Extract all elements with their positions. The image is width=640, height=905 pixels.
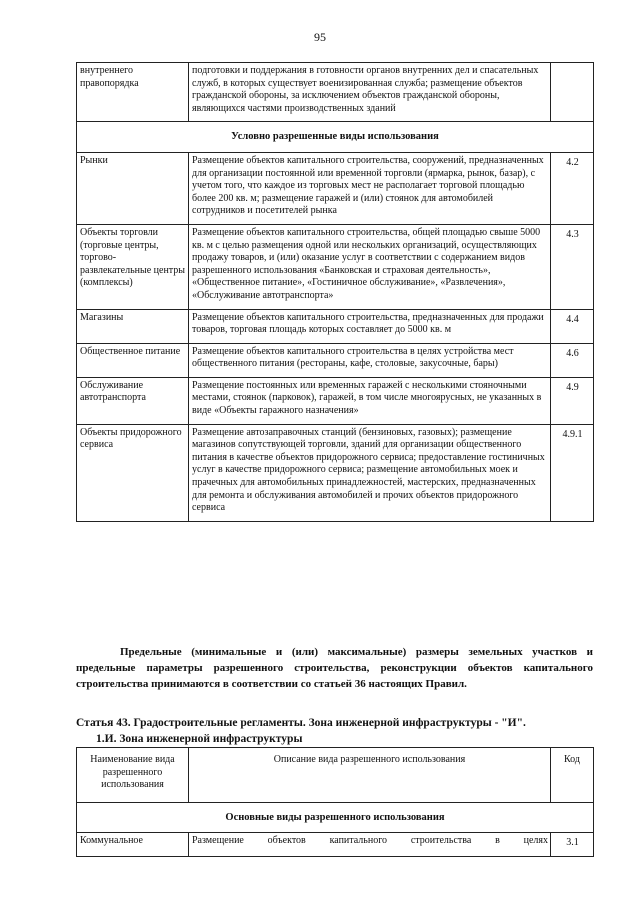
use-code: 3.1 bbox=[551, 833, 594, 857]
use-code: 4.9 bbox=[551, 377, 594, 424]
header-name: Наименование вида разрешенного использования bbox=[77, 748, 189, 803]
table-row bbox=[77, 152, 594, 224]
article-heading: Статья 43. Градостроительные регламенты. Зона инженерной инфраструктуры - "И". bbox=[76, 717, 526, 729]
use-description: Размещение объектов капитального строительства в целях bbox=[189, 833, 551, 857]
zone-table bbox=[76, 747, 594, 857]
use-name: Магазины bbox=[77, 309, 189, 343]
use-name: внутреннего правопорядка bbox=[77, 63, 189, 122]
use-name: Коммунальное bbox=[77, 833, 189, 857]
use-description: подготовки и поддержания в готовности органов внутренних дел и спасательных служб, в которых существует военизированная служба; размещение объектов гражданской обороны, за исключением объектов гражданской обороны, являющихся частями производственных зданий bbox=[189, 63, 551, 122]
table-row bbox=[77, 63, 594, 122]
use-name: Общественное питание bbox=[77, 343, 189, 377]
use-description: Размещение объектов капитального строительства, общей площадью свыше 5000 кв. м с целью размещения одной или нескольких организаций, осуществляющих продажу товаров, и (или) оказание услуг в соответствии с содержанием видов разрешенного использования «Банковская и страховая деятельность», «Общественное питание», «Гостиничное обслуживание», «Развлечения», «Обслуживание автотранспорта» bbox=[189, 224, 551, 309]
use-code: 4.4 bbox=[551, 309, 594, 343]
use-name: Обслуживание автотранспорта bbox=[77, 377, 189, 424]
use-code: 4.2 bbox=[551, 152, 594, 224]
use-code bbox=[551, 63, 594, 122]
use-description: Размещение объектов капитального строительства, предназначенных для продажи товаров, торговая площадь которых составляет до 5000 кв. м bbox=[189, 309, 551, 343]
use-description: Размещение постоянных или временных гаражей с несколькими стояночными местами, стоянок (парковок), гаражей, в том числе многоярусных, не указанных в виде «Объекты гаражного назначения» bbox=[189, 377, 551, 424]
parameters-paragraph: Предельные (минимальные и (или) максимальные) размеры земельных участков и предельные параметры разрешенного строительства, реконструкции объектов капитального строительства принимаются в соответствии со статьей 36 настоящих Правил. bbox=[76, 646, 593, 690]
table-row bbox=[77, 377, 594, 424]
section-row bbox=[77, 122, 594, 153]
use-description: Размещение автозаправочных станций (бензиновых, газовых); размещение магазинов сопутствующей торговли, зданий для организации общественного питания в качестве объектов придорожного сервиса; предоставление гостиничных услуг в качестве придорожного сервиса; размещение автомобильных моек и прачечных для автомобильных принадлежностей, мастерских, предназначенных для ремонта и обслуживания автомобилей и прочих объектов придорожного сервиса bbox=[189, 424, 551, 521]
header-description: Описание вида разрешенного использования bbox=[189, 748, 551, 803]
use-description: Размещение объектов капитального строительства в целях устройства мест общественного питания (рестораны, кафе, столовые, закусочные, бары) bbox=[189, 343, 551, 377]
page-number: 95 bbox=[314, 30, 326, 44]
section-title: Основные виды разрешенного использования bbox=[77, 802, 594, 833]
section-row bbox=[77, 802, 594, 833]
use-name: Объекты придорожного сервиса bbox=[77, 424, 189, 521]
table-row bbox=[77, 224, 594, 309]
table-row bbox=[77, 424, 594, 521]
zone-heading: 1.И. Зона инженерной инфраструктуры bbox=[96, 733, 303, 745]
table-row bbox=[77, 309, 594, 343]
section-title: Условно разрешенные виды использования bbox=[77, 122, 594, 153]
use-name: Рынки bbox=[77, 152, 189, 224]
use-code: 4.3 bbox=[551, 224, 594, 309]
use-code: 4.6 bbox=[551, 343, 594, 377]
land-use-table bbox=[76, 62, 594, 522]
use-description: Размещение объектов капитального строительства, сооружений, предназначенных для организации постоянной или временной торговли (ярмарка, рынок, базар), с учетом того, что каждое из торговых мест не располагает торговой площадью более 200 кв. м; размещение гаражей и (или) стоянок для автомобилей сотрудников и посетителей рынка bbox=[189, 152, 551, 224]
use-code: 4.9.1 bbox=[551, 424, 594, 521]
table-header-row bbox=[77, 748, 594, 803]
table-row bbox=[77, 833, 594, 857]
use-name: Объекты торговли (торговые центры, торгово-развлекательные центры (комплексы) bbox=[77, 224, 189, 309]
table-row bbox=[77, 343, 594, 377]
header-code: Код bbox=[551, 748, 594, 803]
